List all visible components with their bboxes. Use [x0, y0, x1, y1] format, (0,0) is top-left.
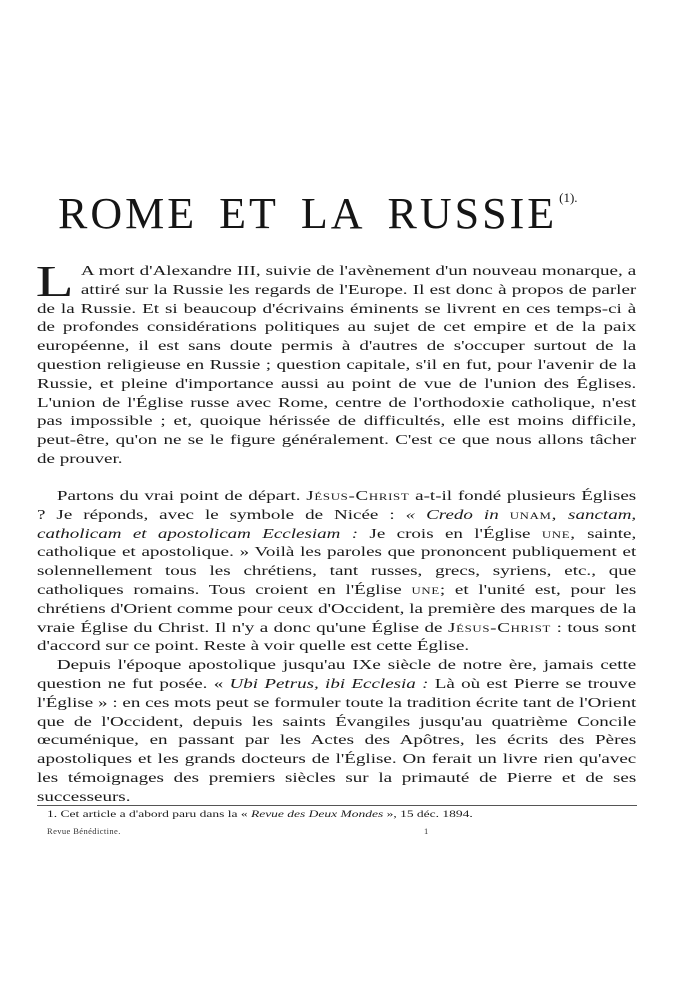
- latin-quote: Ubi Petrus, ibi Ecclesia :: [229, 675, 429, 691]
- body-paragraph-1: [35, 257, 637, 469]
- small-caps-word: une: [411, 581, 440, 597]
- paragraph-text: A mort d'Alexandre III, suivie de l'avènement d'un nouveau monarque, a attiré sur la Russie les regards de l'Europe. Il est donc à propos de parler de la Russie. Et si beaucoup d'écrivains éminents se livrent en ces temps-ci à de profondes considérations politiques au sujet de cet empire et de la paix européenne, il est sans doute permis à d'autres de s'occuper surtout de la question religieuse en Russie ; question capitale, s'il en fut, pour l'avenir de la Russie, et pleine d'importance aussi au point de vue de l'union des Églises. L'union de l'Église russe avec Rome, centre de l'orthodoxie catholique, n'est pas impossible ; et, quoique hérissée de difficultés, elle est moins difficile, peut-être, qu'on ne se le figure généralement. C'est ce que nous allons tâcher de prouver.: [37, 263, 637, 466]
- sheet-number: 1: [424, 826, 429, 836]
- text-run: a-t-il fondé plusieurs Églises ? Je réponds, avec le symbole de Nicée :: [37, 488, 637, 522]
- body-paragraph-3: [37, 656, 636, 806]
- text-run: Partons du vrai point de départ.: [56, 488, 301, 503]
- small-caps-word: une,: [541, 525, 576, 541]
- footnote: [47, 809, 632, 822]
- text-run: : tous sont d'accord sur ce point. Reste à voir quelle est cette Église.: [37, 619, 637, 654]
- footnote-marker: (1).: [559, 190, 578, 205]
- latin-quote: sanctam, catholicam et apostolicam Ecclesiam :: [37, 506, 637, 541]
- page-title: [58, 188, 618, 239]
- journal-signature: Revue Bénédictine.: [47, 826, 121, 836]
- text-run: sainte, catholique et apostolique. » Voilà les paroles que prononcent publiquement et solennellement tous les chrétiens, tant russes, grecs, syriens, etc., que catholiques romains. Tous croient en l'Église: [37, 525, 637, 597]
- body-paragraph-2: [37, 487, 636, 656]
- drop-cap: L: [35, 257, 74, 306]
- text-run: Là où est Pierre se trouve l'Église » : en ces mots peut se formuler toute la tradition écrite tant de l'Orient que de l'Occident, depuis les saints Évangiles jusqu'au quatrième Concile œcuménique, en passant par les Actes des Apôtres, les écrits des Pères apostoliques et les grands docteurs de l'Église. On ferait un livre rien qu'avec les témoignages des premiers siècles sur la primauté de Pierre et de ses successeurs.: [37, 675, 637, 804]
- small-caps-name: Jésus-Christ: [306, 488, 410, 503]
- small-caps-name: Jésus-Christ: [447, 619, 552, 635]
- text-run: ; et l'unité est, pour les chrétiens d'Orient comme pour ceux d'Occident, la première des marques de la vraie Église du Christ. Il n'y a donc qu'une Église de: [37, 581, 637, 635]
- footnote-rule: [37, 805, 637, 806]
- footnote-date: », 15 déc. 1894.: [386, 810, 473, 820]
- title-word: RUSSIE: [387, 189, 558, 238]
- body-section-2: [37, 487, 636, 807]
- title-word: LA: [300, 189, 366, 238]
- footnote-text: 1. Cet article a d'abord paru dans la «: [47, 810, 248, 820]
- title-word: ET: [219, 189, 279, 238]
- small-caps-word: unam,: [509, 506, 558, 522]
- title-word: ROME: [58, 189, 198, 238]
- text-run: Je crois en l'Église: [369, 525, 531, 541]
- footnote-source: Revue des Deux Mondes: [250, 810, 384, 820]
- latin-quote: « Credo in: [405, 506, 499, 522]
- text-run: Depuis l'époque apostolique jusqu'au IXe siècle de notre ère, jamais cette question ne fut posée. «: [37, 657, 637, 691]
